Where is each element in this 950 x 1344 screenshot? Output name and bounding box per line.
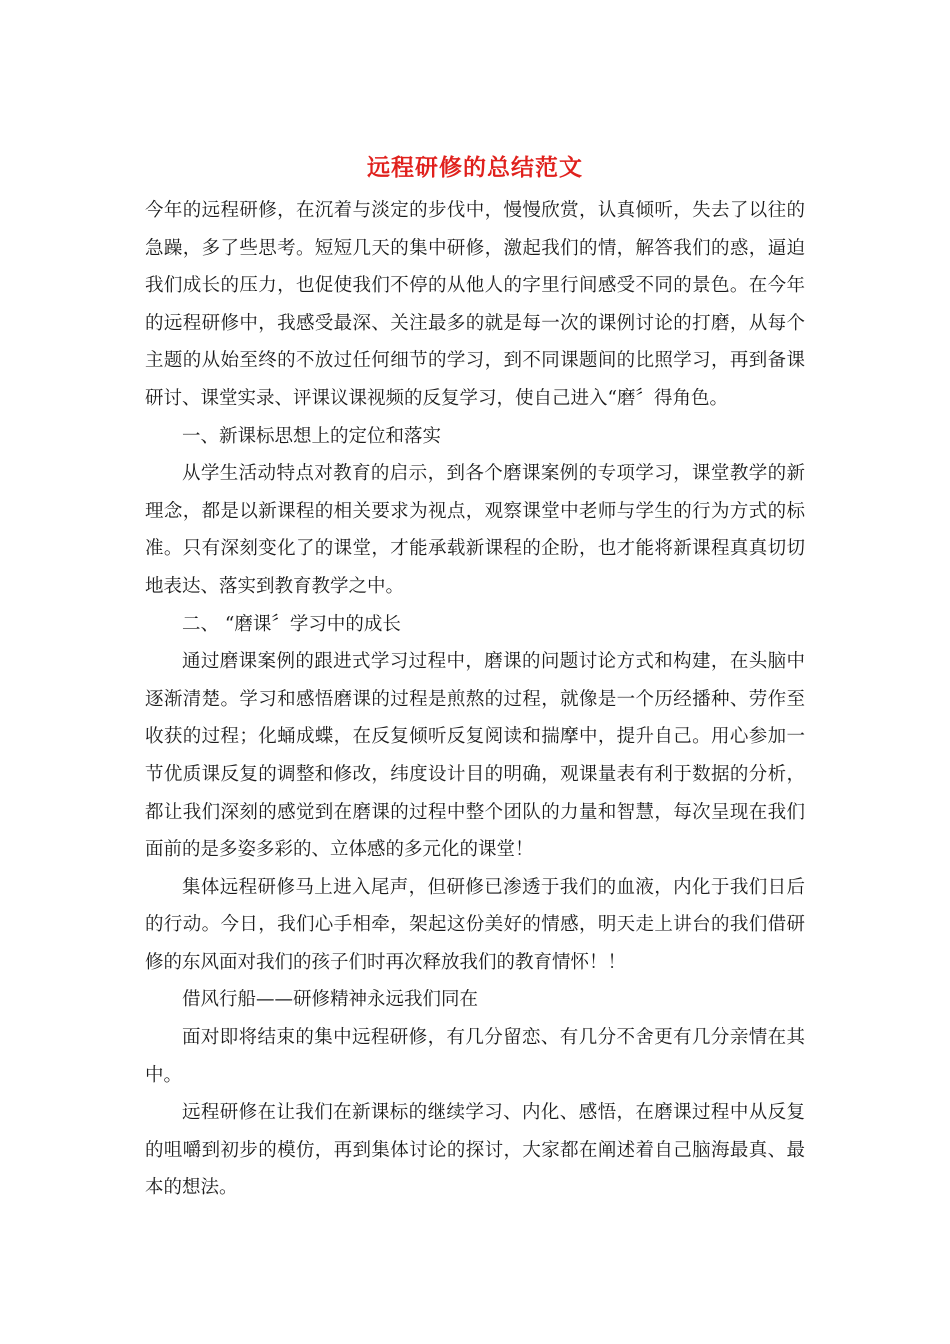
paragraph-4: 面对即将结束的集中远程研修，有几分留恋、有几分不舍更有几分亲情在其中。 <box>145 1027 805 1086</box>
paragraph-intro: 今年的远程研修，在沉着与淡定的步伐中，慢慢欣赏，认真倾听，失去了以往的急躁，多了些思考。短短几天的集中研修，激起我们的情，解答我们的惑，逼迫我们成长的压力，也促使我们不停的从他人的字里行间感受不同的景色。在今年的远程研修中，我感受最深、关注最多的就是每一次的课例讨论的打磨，从每个主题的从始至终的不放过任何细节的学习，到不同课题间的比照学习，再到备课研讨、课堂实录、评课议课视频的反复学习，使自己进入“磨〞得角色。 <box>145 200 805 409</box>
section-heading-1: 一、新课标思想上的定位和落实 <box>182 425 442 447</box>
paragraph-1: 从学生活动特点对教育的启示，到各个磨课案例的专项学习，课堂教学的新理念，都是以新课程的相关要求为视点，观察课堂中老师与学生的行为方式的标准。只有深刻变化了的课堂，才能承载新课程的企盼，也才能将新课程真真切切地表达、落实到教育教学之中。 <box>145 463 805 597</box>
section-heading-3: 借风行船——研修精神永远我们同在 <box>182 989 479 1011</box>
document-body <box>145 192 805 1207</box>
document-title: 远程研修的总结范文 <box>367 154 583 181</box>
paragraph-5: 远程研修在让我们在新课标的继续学习、内化、感悟，在磨课过程中从反复的咀嚼到初步的模仿，再到集体讨论的探讨，大家都在阐述着自己脑海最真、最本的想法。 <box>145 1102 805 1199</box>
paragraph-2: 通过磨课案例的跟进式学习过程中，磨课的问题讨论方式和构建，在头脑中逐渐清楚。学习和感悟磨课的过程是煎熬的过程，就像是一个历经播种、劳作至收获的过程；化蛹成蝶，在反复倾听反复阅读和揣摩中，提升自己。用心参加一节优质课反复的调整和修改，纬度设计目的明确，观课量表有利于数据的分析，都让我们深刻的感觉到在磨课的过程中整个团队的力量和智慧，每次呈现在我们面前的是多姿多彩的、立体感的多元化的课堂！ <box>145 651 805 861</box>
paragraph-3: 集体远程研修马上进入尾声，但研修已渗透于我们的血液，内化于我们日后的行动。今日，我们心手相牵，架起这份美好的情感，明天走上讲台的我们借研修的东风面对我们的孩子们时再次释放我们的教育情怀！！ <box>145 876 805 973</box>
section-heading-2: 二、 “磨课〞学习中的成长 <box>182 613 401 635</box>
